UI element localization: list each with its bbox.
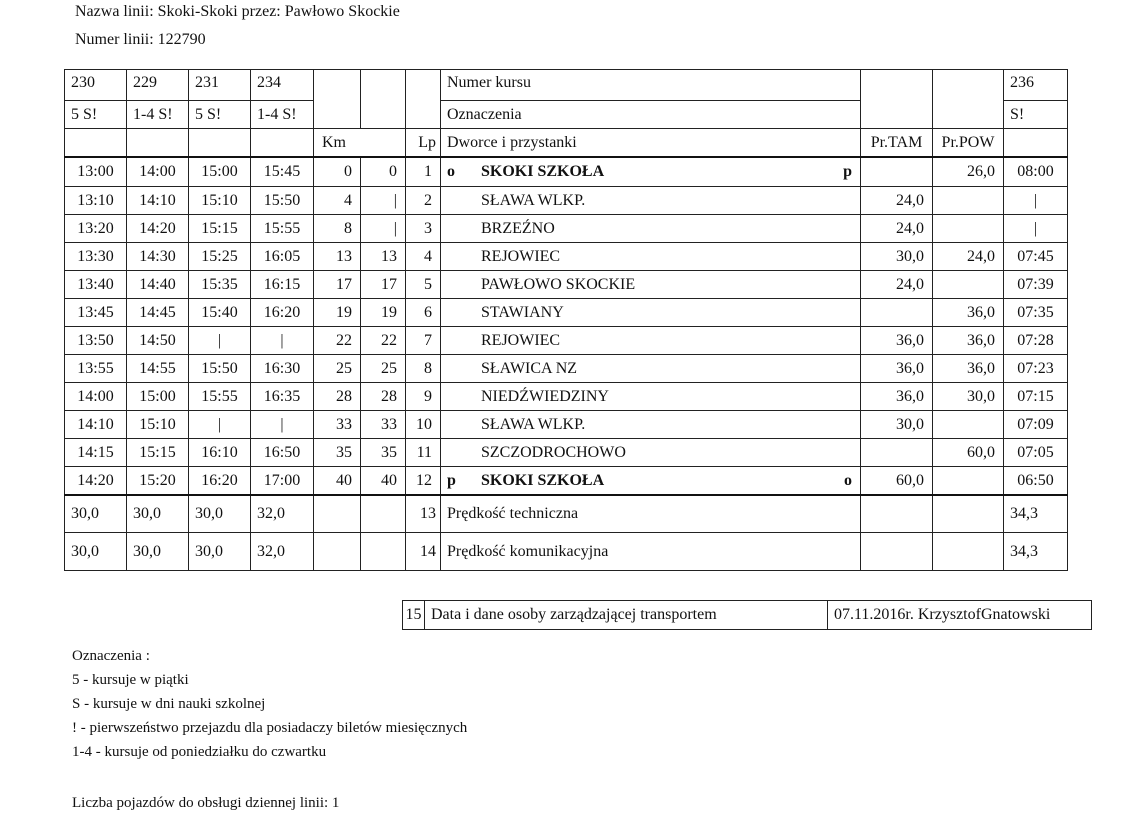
- departure-time: 15:55: [251, 215, 314, 243]
- km-value: 17: [314, 271, 361, 299]
- departure-time: 14:55: [127, 355, 189, 383]
- departure-time: 16:20: [189, 467, 251, 496]
- lp-value: 1: [406, 157, 441, 187]
- departure-time: 14:20: [127, 215, 189, 243]
- pr-pow-value: [933, 411, 1004, 439]
- departure-time: 15:35: [189, 271, 251, 299]
- stop-row: [65, 439, 1068, 467]
- stop-cell: [441, 383, 861, 411]
- stop-name: REJOWIEC: [481, 331, 561, 349]
- departure-time: 14:50: [127, 327, 189, 355]
- departure-time: 14:20: [65, 467, 127, 496]
- pr-pow-value: 60,0: [933, 439, 1004, 467]
- speed-commercial-label: Prędkość komunikacyjna: [441, 533, 861, 571]
- course-mark: 1-4 S!: [127, 101, 189, 129]
- km-value: 13: [361, 243, 406, 271]
- km-value: 35: [314, 439, 361, 467]
- stop-row: [65, 411, 1068, 439]
- pr-tam-value: 36,0: [861, 327, 933, 355]
- stop-marker: o: [844, 471, 852, 489]
- departure-time: 14:40: [127, 271, 189, 299]
- departure-time: 13:30: [65, 243, 127, 271]
- departure-time: 13:20: [65, 215, 127, 243]
- stop-cell: [441, 411, 861, 439]
- speed-technical-row: 30,0 30,0 30,0 32,0 13 Prędkość techniczna 34,3: [65, 495, 1068, 533]
- pr-pow-header: Pr.POW: [933, 129, 1004, 158]
- pr-pow-value: 36,0: [933, 355, 1004, 383]
- km-value: 28: [314, 383, 361, 411]
- pr-tam-value: 60,0: [861, 467, 933, 496]
- return-time: 07:23: [1004, 355, 1068, 383]
- return-time: 07:09: [1004, 411, 1068, 439]
- course-number: 230: [65, 70, 127, 101]
- departure-time: 15:15: [127, 439, 189, 467]
- departure-time: 14:00: [65, 383, 127, 411]
- stop-row: [65, 215, 1068, 243]
- departure-time: 16:05: [251, 243, 314, 271]
- course-mark: 5 S!: [189, 101, 251, 129]
- stop-cell: [441, 439, 861, 467]
- departure-time: 13:40: [65, 271, 127, 299]
- legend-title: Oznaczenia :: [72, 648, 150, 664]
- manager-label: Data i dane osoby zarządzającej transportem: [425, 601, 828, 630]
- manager-box: [402, 600, 1092, 630]
- departure-time: 15:25: [189, 243, 251, 271]
- km-value: 33: [361, 411, 406, 439]
- departure-time: 16:30: [251, 355, 314, 383]
- pr-tam-value: 30,0: [861, 243, 933, 271]
- stop-row: [65, 187, 1068, 215]
- lp-value: 10: [406, 411, 441, 439]
- legend-item: 5 - kursuje w piątki: [72, 672, 189, 688]
- lp-value: 5: [406, 271, 441, 299]
- return-time: 07:45: [1004, 243, 1068, 271]
- legend-item: 1-4 - kursuje od poniedziałku do czwartku: [72, 744, 327, 760]
- return-time: 07:15: [1004, 383, 1068, 411]
- lp-value: 8: [406, 355, 441, 383]
- return-time: |: [1004, 187, 1068, 215]
- stop-cell: [441, 215, 861, 243]
- departure-time: 15:10: [189, 187, 251, 215]
- stop-cell: [441, 355, 861, 383]
- stop-marker: p: [447, 471, 456, 489]
- pr-pow-value: 36,0: [933, 299, 1004, 327]
- departure-time: 15:55: [189, 383, 251, 411]
- stop-cell: [441, 299, 861, 327]
- course-number: 234: [251, 70, 314, 101]
- pr-pow-value: [933, 187, 1004, 215]
- km-value: 0: [361, 157, 406, 187]
- lp-value: 6: [406, 299, 441, 327]
- km-value: 33: [314, 411, 361, 439]
- return-time: 07:05: [1004, 439, 1068, 467]
- departure-time: 15:45: [251, 157, 314, 187]
- course-mark: S!: [1004, 101, 1068, 129]
- return-time: 08:00: [1004, 157, 1068, 187]
- stop-name: SZCZODROCHOWO: [481, 443, 626, 461]
- km-value: 4: [314, 187, 361, 215]
- pr-tam-value: 24,0: [861, 271, 933, 299]
- oznaczenia-label: Oznaczenia: [441, 101, 861, 129]
- stop-row: [65, 271, 1068, 299]
- timetable: [64, 69, 1068, 571]
- stop-row: [65, 383, 1068, 411]
- stops-header: Dworce i przystanki: [441, 129, 861, 158]
- km-value: 25: [361, 355, 406, 383]
- stop-cell: [441, 327, 861, 355]
- stop-row: [65, 243, 1068, 271]
- departure-time: 14:30: [127, 243, 189, 271]
- departure-time: |: [251, 411, 314, 439]
- lp-header: Lp: [406, 129, 441, 158]
- stop-marker: p: [843, 163, 852, 180]
- departure-time: 14:10: [127, 187, 189, 215]
- departure-time: 14:10: [65, 411, 127, 439]
- lp-value: 11: [406, 439, 441, 467]
- stop-row: [65, 299, 1068, 327]
- lp-value: 3: [406, 215, 441, 243]
- departure-time: 13:45: [65, 299, 127, 327]
- stop-name: SŁAWA WLKP.: [481, 191, 586, 209]
- return-time: 07:35: [1004, 299, 1068, 327]
- departure-time: 16:50: [251, 439, 314, 467]
- departure-time: 13:00: [65, 157, 127, 187]
- stop-cell: [441, 187, 861, 215]
- departure-time: 16:35: [251, 383, 314, 411]
- departure-time: 15:40: [189, 299, 251, 327]
- departure-time: 15:15: [189, 215, 251, 243]
- stop-name: SŁAWA WLKP.: [481, 415, 586, 433]
- legend-item: ! - pierwszeństwo przejazdu dla posiadaczy biletów miesięcznych: [72, 720, 468, 736]
- stop-cell: [441, 467, 861, 496]
- stop-row: [65, 467, 1068, 496]
- km-value: 17: [361, 271, 406, 299]
- km-value: 22: [361, 327, 406, 355]
- pr-tam-value: [861, 157, 933, 187]
- stop-name: NIEDŹWIEDZINY: [481, 387, 609, 405]
- stop-name: REJOWIEC: [481, 247, 561, 265]
- km-value: 40: [314, 467, 361, 496]
- pr-pow-value: 26,0: [933, 157, 1004, 187]
- stop-name: SKOKI SZKOŁA: [481, 471, 605, 489]
- legend-item: S - kursuje w dni nauki szkolnej: [72, 696, 266, 712]
- stop-name: SŁAWICA NZ: [481, 359, 578, 377]
- km-value: |: [361, 187, 406, 215]
- pr-tam-value: 24,0: [861, 215, 933, 243]
- stop-rows: [65, 157, 1068, 495]
- departure-time: 15:50: [189, 355, 251, 383]
- departure-time: 14:45: [127, 299, 189, 327]
- stop-cell: [441, 157, 861, 187]
- departure-time: 16:10: [189, 439, 251, 467]
- pr-tam-value: 36,0: [861, 355, 933, 383]
- departure-time: |: [251, 327, 314, 355]
- pr-pow-value: [933, 215, 1004, 243]
- lp-value: 2: [406, 187, 441, 215]
- lp-value: 12: [406, 467, 441, 496]
- return-time: 07:28: [1004, 327, 1068, 355]
- return-time: 06:50: [1004, 467, 1068, 496]
- pr-pow-value: 30,0: [933, 383, 1004, 411]
- pr-pow-value: 24,0: [933, 243, 1004, 271]
- pr-pow-value: [933, 271, 1004, 299]
- return-time: |: [1004, 215, 1068, 243]
- stop-name: BRZEŹNO: [481, 219, 555, 237]
- departure-time: 15:50: [251, 187, 314, 215]
- stop-name: STAWIANY: [481, 303, 564, 321]
- course-number-row: [65, 70, 1068, 101]
- departure-time: 16:15: [251, 271, 314, 299]
- course-number: 236: [1004, 70, 1068, 101]
- stop-row: [65, 327, 1068, 355]
- stop-row: [65, 157, 1068, 187]
- departure-time: 14:15: [65, 439, 127, 467]
- km-value: 8: [314, 215, 361, 243]
- pr-tam-value: 36,0: [861, 383, 933, 411]
- lp-value: 4: [406, 243, 441, 271]
- course-mark: 5 S!: [65, 101, 127, 129]
- stop-name: SKOKI SZKOŁA: [481, 163, 605, 180]
- speed-commercial-row: 30,0 30,0 30,0 32,0 14 Prędkość komunikacyjna 34,3: [65, 533, 1068, 571]
- km-value: |: [361, 215, 406, 243]
- vehicle-count: Liczba pojazdów do obsługi dziennej linii: 1: [72, 795, 340, 811]
- stop-marker: o: [447, 163, 455, 180]
- departure-time: 15:10: [127, 411, 189, 439]
- departure-time: 15:20: [127, 467, 189, 496]
- departure-time: 13:10: [65, 187, 127, 215]
- manager-value: 07.11.2016r. KrzysztofGnatowski: [828, 601, 1092, 630]
- km-header: Km: [314, 129, 406, 158]
- departure-time: 13:50: [65, 327, 127, 355]
- pr-tam-header: Pr.TAM: [861, 129, 933, 158]
- km-value: 40: [361, 467, 406, 496]
- stop-name: PAWŁOWO SKOCKIE: [481, 275, 636, 293]
- stop-cell: [441, 243, 861, 271]
- pr-pow-value: [933, 467, 1004, 496]
- line-number: Numer linii: 122790: [75, 31, 206, 48]
- km-value: 25: [314, 355, 361, 383]
- km-value: 13: [314, 243, 361, 271]
- km-value: 19: [314, 299, 361, 327]
- departure-time: 15:00: [189, 157, 251, 187]
- departure-time: |: [189, 327, 251, 355]
- km-value: 28: [361, 383, 406, 411]
- pr-pow-value: 36,0: [933, 327, 1004, 355]
- departure-time: 17:00: [251, 467, 314, 496]
- km-value: 22: [314, 327, 361, 355]
- departure-time: 13:55: [65, 355, 127, 383]
- column-header-row: [65, 129, 1068, 158]
- numer-kursu-label: Numer kursu: [441, 70, 861, 101]
- manager-lp: 15: [403, 601, 425, 630]
- stop-row: [65, 355, 1068, 383]
- lp-value: 9: [406, 383, 441, 411]
- pr-tam-value: 30,0: [861, 411, 933, 439]
- departure-time: 15:00: [127, 383, 189, 411]
- departure-time: 16:20: [251, 299, 314, 327]
- speed-technical-label: Prędkość techniczna: [441, 495, 861, 533]
- course-number: 229: [127, 70, 189, 101]
- pr-tam-value: [861, 439, 933, 467]
- course-mark: 1-4 S!: [251, 101, 314, 129]
- km-value: 0: [314, 157, 361, 187]
- km-value: 19: [361, 299, 406, 327]
- departure-time: |: [189, 411, 251, 439]
- course-number: 231: [189, 70, 251, 101]
- stop-cell: [441, 271, 861, 299]
- pr-tam-value: 24,0: [861, 187, 933, 215]
- return-time: 07:39: [1004, 271, 1068, 299]
- pr-tam-value: [861, 299, 933, 327]
- lp-value: 7: [406, 327, 441, 355]
- km-value: 35: [361, 439, 406, 467]
- departure-time: 14:00: [127, 157, 189, 187]
- line-name: Nazwa linii: Skoki-Skoki przez: Pawłowo Skockie: [75, 3, 400, 20]
